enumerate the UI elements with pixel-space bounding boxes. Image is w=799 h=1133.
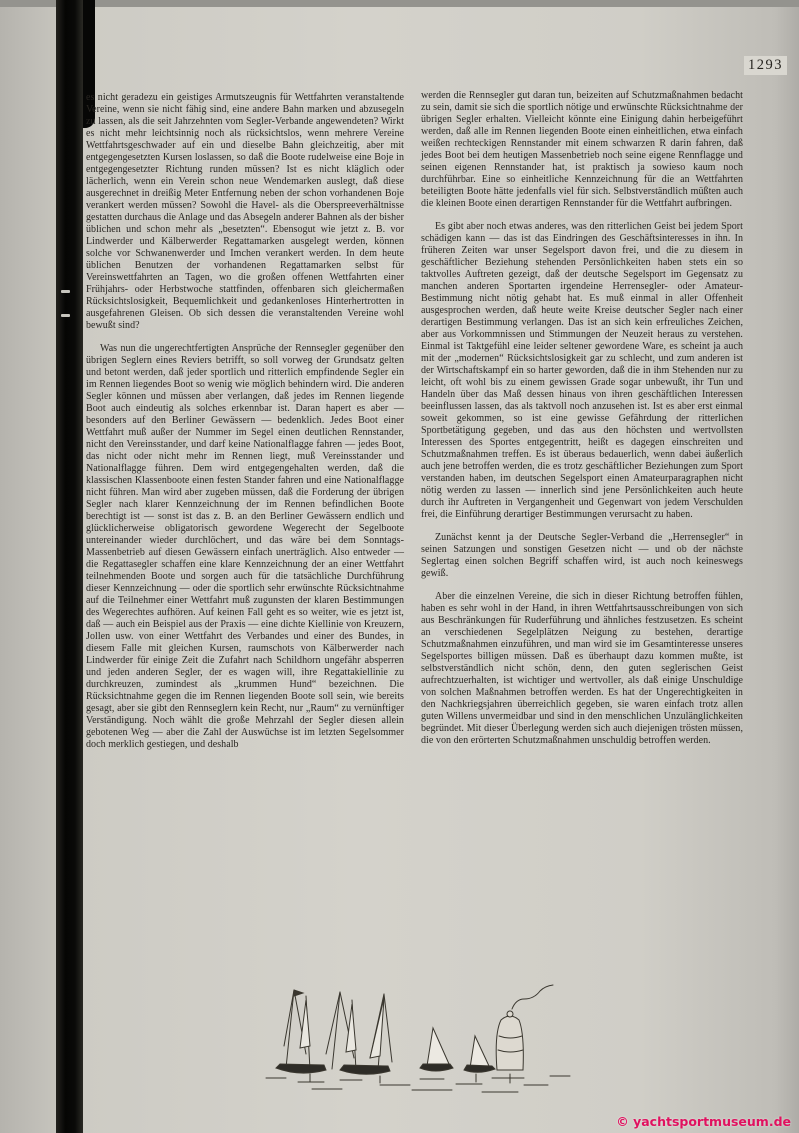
binding-mark	[61, 290, 70, 293]
text-column-right	[421, 90, 743, 747]
paragraph: Es gibt aber noch etwas anderes, was den ritterlichen Geist bei jedem Sport schädigen kann — das ist das Eindringen des Geschäftsinteresses in ihn. In früheren Zeiten war unser Segelsport davon frei, und die zu diesem in geschäftlicher Beziehung stehenden Persönlichkeiten haben stets ein so taktvolles Auftreten gezeigt, daß der deutsche Segelsport im Gegensatz zu manchen anderen Sportarten irgendeine Herrensegler- oder Amateur-Bestimmung nicht nötig gehabt hat. Es muß einmal in aller Offenheit ausgesprochen werden, daß heute weite Kreise deutscher Segler nach einer derartigen Bestimmung verlangen. Das ist an sich kein erfreuliches Zeichen, aber aus Vorkommnissen und Stimmungen der Neuzeit heraus zu verstehen. Einmal ist Taktgefühl eine leider seltener gewordene Ware, es scheint ja auch mit der „modernen“ Rücksichtslosigkeit gar zu schlecht, und zum anderen ist der Wirtschaftskampf ein so harter geworden, daß die in ihm Stehenden nur zu leicht, oft wohl bis zu einem gewissen Grade sogar unbewußt, ihr Tun und Handeln über das Maß dessen hinaus von ihren geschäftlichen Interessen beeinflussen lassen, das als taktvoll noch anzusehen ist. Ist es aber erst einmal soweit gekommen, so ist eine gewisse Gefährdung der ritterlichen Sportbetätigung gegeben, und das aus den höchsten und wertvollsten Interessen des Sportes entgegentritt, heißt es dagegen einschreiten und Schutzmaßnahmen treffen. Es ist überaus bedauerlich, wenn dabei äußerlich auch jene betroffen werden, die es trotz geschäftlicher Beziehungen zum Sport verstanden haben, im deutschen Segelsport einen Amateurparagraphen nicht nötig werden zu lassen — innerlich sind jene Persönlichkeiten auch heute durch ihr Auftreten in Vergangenheit und Gegenwart von jedem Verschulden frei, die Einführung derartiger Bestimmungen verursacht zu haben.	[421, 221, 743, 520]
boat-hulls	[276, 1064, 390, 1074]
sailboats-and-lighthouse-sketch	[252, 984, 586, 1106]
small-dinghy	[464, 1036, 495, 1072]
text-column-left	[86, 92, 404, 751]
page-number: 1293	[744, 56, 787, 75]
watermark: © yachtsportmuseum.de	[616, 1114, 791, 1129]
paragraph: Zunächst kennt ja der Deutsche Segler-Verband die „Herrensegler“ in seinen Satzungen und sonstigen Gesetzen nicht — und ob der nächste Seglertag einen solchen Begriff schaffen wird, ist auch noch keineswegs gewiß.	[421, 532, 743, 579]
lighthouse-tower	[496, 985, 553, 1070]
paragraph: Aber die einzelnen Vereine, die sich in dieser Richtung betroffen fühlen, haben es sehr wohl in der Hand, in ihren Wettfahrtsausschreibungen von sich aus Beschränkungen für Ruderführung und ähnliches festzusetzen. Es scheint an verschiedenen Segelplätzen Neigung zu bestehen, derartige Schutzmaßnahmen einzuführen, und man wird sie im Gesamtinteresse unseres Segelsportes billigen müssen. Daß es überhaupt dazu kommen mußte, ist selbstverständlich nicht schön, denn, den guten seglerischen Geist aufrechtzuerhalten, ist wichtiger und wertvoller, als daß einige Unschuldige von solchen Maßnahmen betroffen werden. Es hat der Ungerechtigkeiten in den Nachkriegsjahren überreichlich gegeben, sie waren einfach trotz allen guten Willens unvermeidbar und sind in den menschlichen Unzulänglichkeiten begründet. Mit dieser Überlegung werden sich auch diejenigen trösten müssen, die von den erörterten Schutzmaßnahmen unschuldig betroffen werden.	[421, 591, 743, 746]
smoke-plume	[512, 985, 553, 1009]
binding-mark	[61, 314, 70, 317]
moored-boats-masts	[284, 990, 392, 1070]
sailing-dinghy	[420, 1028, 453, 1071]
paragraph: werden die Rennsegler gut daran tun, beizeiten auf Schutzmaßnahmen bedacht zu sein, damit sie sich die sportlich nötige und erwünschte Rücksichtnahme der übrigen Segler erhalten. Vielleicht könnte eine Einigung dahin herbeigeführt werden, daß alle im Rennen liegenden Boote einen einheitlichen, etwa einfach weißen rechteckigen Rennstander mit einem schwarzen R darin fahren, daß jedes Boot bei dem heutigen Massenbetrieb noch seine eigene Rennflagge und seinen eigenen Rennstander hat, ist praktisch ja sowieso kaum noch durchführbar. Eine so einheitliche Kennzeichnung für die an Wettfahrten beteiligten Boote hätte jedenfalls viel für sich. Selbstverständlich müßten auch die kleinen Boote einen derartigen Rennstander für die Wettfahrt aufbringen.	[421, 90, 743, 209]
furled-sails	[300, 998, 384, 1058]
binding-shadow	[56, 0, 83, 1133]
paragraph: Was nun die ungerechtfertigten Ansprüche der Rennsegler gegenüber den übrigen Seglern eines Reviers betrifft, so soll vorweg der Grundsatz gelten und betont werden, daß jeder sportlich und ritterlich empfindende Segler ein im Rennen liegendes Boot so wenig wie möglich behindern wird. Die anderen Segler können und müssen aber verlangen, daß jedes im Rennen liegende Boot auch eindeutig als solches erkennbar ist. Daran hapert es aber — besonders auf den Berliner Gewässern — bedenklich. Jedes Boot einer Wettfahrt muß außer der Nummer im Segel einen deutlichen Rennstander, nicht den Vereinsstander, und darf keine Nationalflagge fahren — jedes Boot, das nicht oder nicht mehr im Rennen liegt, muß Vereinsstander und Nationalflagge führen. Dem wird entgegengehalten werden, daß die klassischen Klassenboote einen festen Stander fahren und eine Nationalflagge nicht führen. Man wird aber zugeben müssen, daß die Forderung der übrigen Segler nach klarer Kennzeichnung der im Rennen befindlichen Boote berechtigt ist — sonst ist das z. B. an den Berliner Gewässern endlich und glücklicherweise obligatorisch gewordene Wegerecht der Segelboote untereinander wieder durchlöchert, und das wäre bei dem Sonntags-Massenbetrieb auf diesen Gewässern einfach unerträglich. Also entweder — die Regattasegler schaffen eine klare Kennzeichnung der an einer Wettfahrt teilnehmenden Boote und sorgen auch für die tatsächliche Durchführung dieser Kennzeichnung — oder die sportlich sehr erwünschte Rücksichtnahme auf die Teilnehmer einer Wettfahrt muß zugunsten der klaren Bestimmungen des Wegerechtes aufhören. Auf keinen Fall geht es so weiter, wie es jetzt ist, daß — auch ein Beispiel aus der Praxis — eine dichte Kiellinie von Kreuzern, Jollen usw. von einer Wettfahrt des Verbandes und einer des Bundes, in diesem Falle mit gleichen Kursen, raumschots von Kälberwerder nach Lindwerder für einige Zeit die Zufahrt nach Schildhorn ungefähr absperren und jeden anderen Segler, der es wagen will, ihre Regattakiellinie zu durchkreuzen, zumindest als „krummen Hund“ bezeichnen. Die Rücksichtnahme gegen die im Rennen liegenden Boote soll sein, wie bereits gesagt, aber sie gibt den Rennseglern kein Recht, nur „Raum“ zu vernünftiger Verständigung. Noch wählt die große Mehrzahl der Segler diesen allein gebotenen Weg — aber die Zahl der Auswüchse ist im letzten Segelsommer doch merklich gestiegen, und deshalb	[86, 343, 404, 750]
paragraph: es nicht geradezu ein geistiges Armutszeugnis für Wettfahrten veranstaltende Vereine, wenn sie nicht fähig sind, eine andere Bahn marken und abzusegeln zu lassen, als die seit Jahrzehnten vom Segler-Verbande angewendeten? Wirkt es nicht mehr leichtsinnig noch als rücksichtslos, wenn mehrere Vereine Wettfahrtsgeschwader auf ein und dieselbe Bahn gleichzeitig, aber mit entgegengesetzten Kursen loslassen, so daß die Boote rudelweise eine Boje in entgegengesetzter Richtung runden müssen? Ist es nicht kläglich oder lächerlich, wenn ein Verein schon neue Wendemarken auslegt, daß diese ausgerechnet in dreißig Meter Entfernung neben der schon vorhandenen Boje verankert werden müssen? Sowohl die Havel- als die Oberspreeverhältnisse gestatten durchaus die Anlage und das Absegeln anderer Bahnen als der bisher üblichen und schon mehr als „besetzten“. Ebensogut wie jetzt z. B. vor Lindwerder und Kälberwerder Regattamarken ausgelegt werden, können solche vor Schwanenwerder und Imchen verankert werden. In dem heute üblichen Benutzen der vorhandenen Regattamarken selbst für Vereinswettfahrten an Tagen, wo die großen offenen Wettfahrten einer Frühjahrs- oder Herbstwoche stattfinden, offenbaren sich gleichermaßen Rücksichtslosigkeit, Bequemlichkeit und gedankenloses Hinterhertrotten in ausgefahrenen Gleisen. Ob sich dessen die veranstaltenden Vereine wohl bewußt sind?	[86, 92, 404, 331]
water-lines	[266, 1074, 570, 1092]
